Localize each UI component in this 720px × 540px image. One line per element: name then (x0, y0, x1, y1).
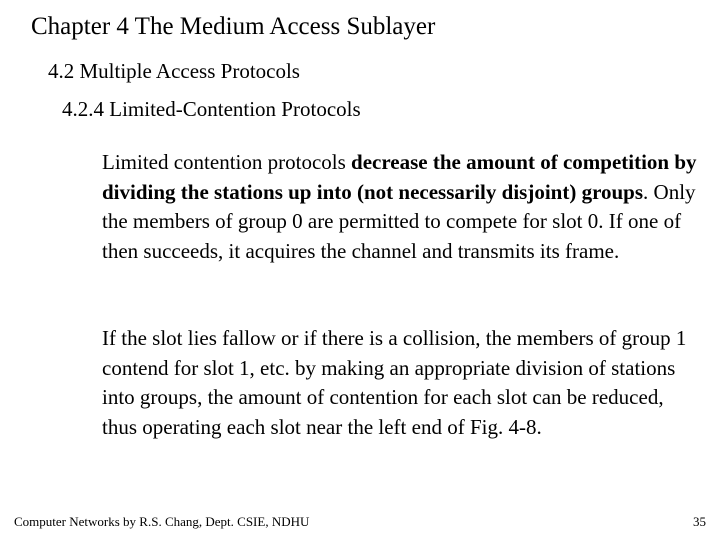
subsection-title: 4.2.4 Limited-Contention Protocols (62, 97, 361, 121)
paragraph1-rest: . Only the members of group 0 are permitted to compete for slot 0. If one of then succeeds, it acquires the channel and transmits its frame. (102, 179, 696, 263)
paragraph1-emphasis: decrease the amount of competition by dividing the stations up into (not necessarily disjoint) groups (102, 150, 697, 204)
footer-credit: Computer Networks by R.S. Chang, Dept. CSIE, NDHU (14, 514, 310, 529)
chapter-title: Chapter 4 The Medium Access Sublayer (31, 13, 436, 40)
paragraph1-intro: Limited contention protocols (102, 150, 352, 174)
paragraph-slot-fallow: If the slot lies fallow or if there is a collision, the members of group 1 contend for slot 1, etc. by making an appropriate division of stations into groups, the amount of contention for each slot can be reduced, thus operating each slot near the left end of Fig. 4-8. (102, 326, 687, 439)
section-title: 4.2 Multiple Access Protocols (48, 59, 300, 83)
paragraph-limited-contention (102, 148, 702, 266)
page-number: 35 (693, 514, 706, 529)
